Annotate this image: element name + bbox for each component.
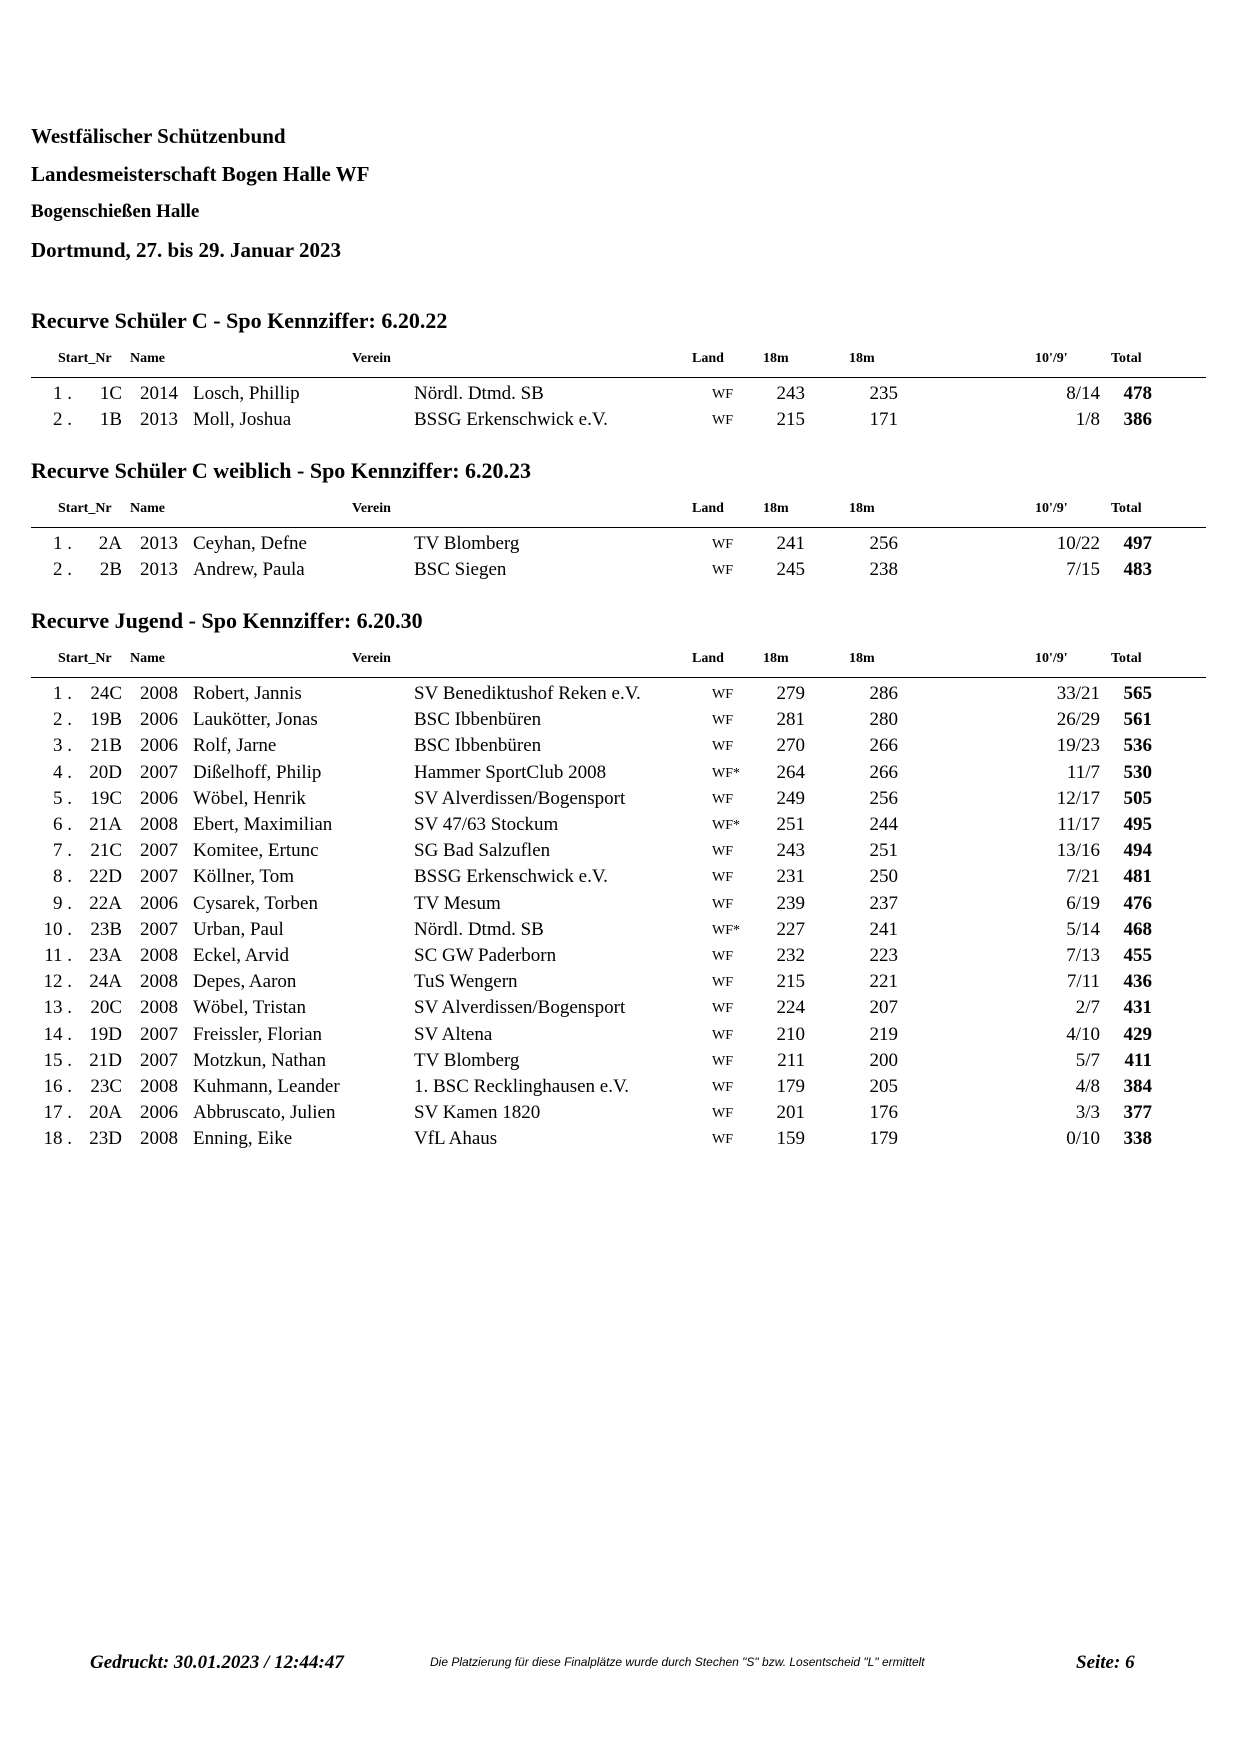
rank: 14 . (43, 1023, 72, 1045)
rank: 1 . (53, 383, 72, 404)
column-tens-nines: 10'/9' (1035, 501, 1068, 516)
round2-score: 171 (869, 409, 898, 431)
column-verein: Verein (352, 501, 391, 516)
total-score: 505 (1123, 787, 1152, 809)
club: 1. BSC Recklinghausen e.V. (414, 1076, 629, 1097)
round2-score: 223 (869, 945, 898, 966)
total-score: 377 (1123, 1102, 1152, 1124)
birth-year: 2007 (140, 918, 178, 940)
column-header-row (0, 501, 1240, 521)
state: WF (712, 713, 733, 729)
total-score: 436 (1123, 971, 1152, 993)
table-row (0, 997, 1240, 1023)
round1-score: 243 (776, 840, 805, 862)
rank: 18 . (43, 1128, 72, 1150)
round2-score: 250 (869, 866, 898, 888)
total-score: 384 (1123, 1076, 1152, 1097)
club: SC GW Paderborn (414, 945, 557, 966)
start-number: 23A (89, 945, 122, 966)
start-number: 20A (89, 1102, 122, 1124)
start-number: 20D (89, 761, 122, 783)
state: WF (712, 563, 733, 579)
state: WF (712, 1106, 733, 1122)
birth-year: 2008 (140, 1128, 178, 1150)
round1-score: 231 (776, 866, 805, 888)
athlete-name: Wöbel, Tristan (193, 997, 306, 1019)
birth-year: 2013 (140, 409, 178, 431)
athlete-name: Komitee, Ertunc (193, 840, 319, 862)
state: WF (712, 687, 733, 702)
column-name: Name (130, 351, 165, 366)
rank: 1 . (53, 533, 72, 554)
round1-score: 215 (776, 971, 805, 993)
round2-score: 280 (869, 709, 898, 731)
start-number: 21C (90, 840, 122, 862)
tens-nines: 5/14 (1066, 918, 1100, 940)
tens-nines: 5/7 (1075, 1049, 1100, 1071)
birth-year: 2006 (140, 787, 178, 809)
round2-score: 244 (869, 814, 898, 835)
rank: 9 . (53, 892, 72, 914)
tens-nines: 0/10 (1066, 1128, 1100, 1150)
club: Hammer SportClub 2008 (414, 761, 607, 783)
start-number: 24A (89, 971, 122, 993)
round2-score: 179 (869, 1128, 898, 1150)
total-score: 483 (1123, 559, 1152, 581)
header-rule (31, 677, 1206, 678)
athlete-name: Ceyhan, Defne (193, 533, 307, 554)
table-row (0, 814, 1240, 840)
start-number: 23D (89, 1128, 122, 1150)
athlete-name: Losch, Phillip (193, 383, 300, 404)
state: WF (712, 975, 733, 991)
round1-score: 179 (776, 1076, 805, 1097)
athlete-name: Dißelhoff, Philip (193, 761, 322, 783)
birth-year: 2008 (140, 683, 178, 704)
athlete-name: Andrew, Paula (193, 559, 305, 581)
section-title: Recurve Schüler C weiblich - Spo Kennziffer: 6.20.23 (31, 458, 532, 483)
start-number: 2B (99, 559, 122, 581)
start-number: 21D (89, 1049, 122, 1071)
round1-score: 211 (777, 1049, 805, 1071)
total-score: 497 (1123, 533, 1152, 554)
rank: 13 . (43, 997, 72, 1019)
total-score: 386 (1123, 409, 1152, 431)
table-row (0, 1128, 1240, 1154)
header-rule (31, 377, 1206, 378)
tens-nines: 7/13 (1066, 945, 1100, 966)
column-round2: 18m (849, 501, 875, 516)
birth-year: 2008 (140, 997, 178, 1019)
tens-nines: 19/23 (1056, 735, 1100, 757)
round1-score: 239 (776, 892, 805, 914)
round2-score: 221 (869, 971, 898, 993)
state: WF (712, 1027, 733, 1043)
state: WF* (712, 818, 740, 833)
athlete-name: Robert, Jannis (193, 683, 302, 704)
printed-timestamp: Gedruckt: 30.01.2023 / 12:44:47 (90, 1652, 344, 1673)
column-land: Land (692, 351, 724, 366)
start-number: 19C (90, 787, 122, 809)
state: WF* (712, 765, 740, 781)
state: WF (712, 1053, 733, 1069)
round2-score: 266 (869, 761, 898, 783)
state: WF (712, 387, 733, 402)
table-row (0, 919, 1240, 945)
placement-note: Die Platzierung für diese Finalplätze wurde durch Stechen "S" bzw. Losentscheid "L" ermittelt (430, 1655, 925, 1669)
column-verein: Verein (352, 351, 391, 366)
total-score: 561 (1123, 709, 1152, 731)
birth-year: 2008 (140, 945, 178, 966)
state: WF (712, 413, 733, 429)
rank: 7 . (53, 840, 72, 862)
tens-nines: 26/29 (1056, 709, 1100, 731)
section-title: Recurve Jugend - Spo Kennziffer: 6.20.30 (31, 608, 423, 633)
table-row (0, 1076, 1240, 1102)
table-row (0, 1102, 1240, 1128)
start-number: 20C (90, 997, 122, 1019)
athlete-name: Depes, Aaron (193, 971, 297, 993)
rank: 16 . (43, 1076, 72, 1097)
table-row (0, 866, 1240, 892)
club: Nördl. Dtmd. SB (414, 918, 544, 940)
birth-year: 2006 (140, 892, 178, 914)
round2-score: 241 (869, 918, 898, 940)
tens-nines: 7/21 (1066, 866, 1100, 888)
birth-year: 2007 (140, 761, 178, 783)
start-number: 19B (90, 709, 122, 731)
table-row (0, 683, 1240, 709)
table-row (0, 840, 1240, 866)
column-start-nr: Start_Nr (58, 501, 112, 516)
tens-nines: 1/8 (1075, 409, 1100, 431)
athlete-name: Abbruscato, Julien (193, 1102, 336, 1124)
table-row (0, 788, 1240, 814)
table-row (0, 709, 1240, 735)
state: WF* (712, 922, 740, 938)
athlete-name: Wöbel, Henrik (193, 787, 306, 809)
start-number: 23B (90, 918, 122, 940)
total-score: 338 (1123, 1128, 1152, 1150)
club: BSSG Erkenschwick e.V. (414, 409, 608, 431)
column-header-row (0, 351, 1240, 371)
table-row (0, 383, 1240, 409)
round1-score: 245 (776, 559, 805, 581)
athlete-name: Kuhmann, Leander (193, 1076, 340, 1097)
start-number: 22A (89, 892, 122, 914)
birth-year: 2006 (140, 735, 178, 757)
state: WF (712, 1132, 733, 1148)
club: TV Blomberg (414, 533, 520, 554)
column-verein: Verein (352, 651, 391, 666)
start-number: 22D (89, 866, 122, 888)
round1-score: 224 (776, 997, 805, 1019)
athlete-name: Cysarek, Torben (193, 892, 318, 914)
start-number: 1C (99, 383, 122, 404)
table-row (0, 1050, 1240, 1076)
round1-score: 201 (776, 1102, 805, 1124)
round1-score: 281 (776, 709, 805, 731)
round2-score: 266 (869, 735, 898, 757)
start-number: 23C (90, 1076, 122, 1097)
start-number: 2A (98, 533, 122, 554)
rank: 4 . (53, 761, 72, 783)
tens-nines: 33/21 (1056, 683, 1100, 704)
tens-nines: 7/11 (1066, 971, 1100, 993)
tens-nines: 12/17 (1056, 787, 1100, 809)
birth-year: 2013 (140, 533, 178, 554)
table-row (0, 735, 1240, 761)
state: WF (712, 844, 733, 860)
club: BSSG Erkenschwick e.V. (414, 866, 608, 888)
start-number: 21B (90, 735, 122, 757)
birth-year: 2007 (140, 866, 178, 888)
column-round1: 18m (763, 651, 789, 666)
tens-nines: 4/10 (1066, 1023, 1100, 1045)
rank: 1 . (53, 683, 72, 704)
round1-score: 159 (776, 1128, 805, 1150)
athlete-name: Urban, Paul (193, 918, 284, 940)
section-title: Recurve Schüler C - Spo Kennziffer: 6.20.22 (31, 308, 448, 333)
round2-score: 207 (869, 997, 898, 1019)
column-land: Land (692, 651, 724, 666)
athlete-name: Ebert, Maximilian (193, 814, 333, 835)
state: WF (712, 896, 733, 912)
tens-nines: 8/14 (1066, 383, 1100, 404)
rank: 2 . (53, 709, 72, 731)
table-row (0, 559, 1240, 585)
state: WF (712, 739, 733, 755)
round1-score: 249 (776, 787, 805, 809)
club: BSC Siegen (414, 559, 507, 581)
total-score: 411 (1124, 1049, 1152, 1071)
location-date: Dortmund, 27. bis 29. Januar 2023 (31, 238, 341, 262)
rank: 11 . (44, 945, 72, 966)
round1-score: 243 (776, 383, 805, 404)
column-tens-nines: 10'/9' (1035, 351, 1068, 366)
page-number: Seite: 6 (1076, 1652, 1135, 1673)
birth-year: 2008 (140, 1076, 178, 1097)
birth-year: 2007 (140, 840, 178, 862)
total-score: 431 (1123, 997, 1152, 1019)
total-score: 494 (1123, 840, 1152, 862)
column-round2: 18m (849, 351, 875, 366)
tens-nines: 3/3 (1075, 1102, 1100, 1124)
club: SG Bad Salzuflen (414, 840, 551, 862)
club: BSC Ibbenbüren (414, 709, 542, 731)
club: SV Kamen 1820 (414, 1102, 541, 1124)
round1-score: 251 (776, 814, 805, 835)
tens-nines: 11/7 (1066, 761, 1100, 783)
club: TuS Wengern (414, 971, 518, 993)
club: TV Blomberg (414, 1049, 520, 1071)
column-land: Land (692, 501, 724, 516)
start-number: 24C (90, 683, 122, 704)
rank: 15 . (43, 1049, 72, 1071)
table-row (0, 409, 1240, 435)
total-score: 536 (1123, 735, 1152, 757)
birth-year: 2013 (140, 559, 178, 581)
tens-nines: 13/16 (1056, 840, 1100, 862)
athlete-name: Eckel, Arvid (193, 945, 290, 966)
rank: 6 . (53, 814, 72, 835)
round2-score: 237 (869, 892, 898, 914)
round1-score: 264 (776, 761, 805, 783)
column-name: Name (130, 501, 165, 516)
state: WF (712, 870, 733, 886)
total-score: 530 (1123, 761, 1152, 783)
championship-title: Landesmeisterschaft Bogen Halle WF (31, 162, 370, 186)
rank: 10 . (43, 918, 72, 940)
column-name: Name (130, 651, 165, 666)
discipline-title: Bogenschießen Halle (31, 201, 200, 222)
club: SV Alverdissen/Bogensport (414, 997, 626, 1019)
club: SV 47/63 Stockum (414, 814, 559, 835)
round1-score: 210 (776, 1023, 805, 1045)
round1-score: 279 (776, 683, 805, 704)
column-total: Total (1111, 651, 1142, 666)
total-score: 476 (1123, 892, 1152, 914)
column-round1: 18m (763, 501, 789, 516)
total-score: 495 (1123, 814, 1152, 835)
total-score: 455 (1123, 945, 1152, 966)
round2-score: 235 (869, 383, 898, 404)
start-number: 19D (89, 1023, 122, 1045)
total-score: 478 (1123, 383, 1152, 404)
round2-score: 200 (869, 1049, 898, 1071)
column-round2: 18m (849, 651, 875, 666)
column-header-row (0, 651, 1240, 671)
round2-score: 219 (869, 1023, 898, 1045)
tens-nines: 10/22 (1056, 533, 1100, 554)
state: WF (712, 949, 733, 964)
column-total: Total (1111, 501, 1142, 516)
athlete-name: Freissler, Florian (193, 1023, 323, 1045)
table-row (0, 762, 1240, 788)
tens-nines: 2/7 (1075, 997, 1100, 1019)
athlete-name: Rolf, Jarne (193, 735, 277, 757)
club: SV Alverdissen/Bogensport (414, 787, 626, 809)
round2-score: 286 (869, 683, 898, 704)
header-rule (31, 527, 1206, 528)
round1-score: 227 (776, 918, 805, 940)
club: SV Benediktushof Reken e.V. (414, 683, 641, 704)
round2-score: 176 (869, 1102, 898, 1124)
round1-score: 232 (776, 945, 805, 966)
total-score: 429 (1123, 1023, 1152, 1045)
round1-score: 241 (776, 533, 805, 554)
athlete-name: Motzkun, Nathan (193, 1049, 326, 1071)
start-number: 1B (99, 409, 122, 431)
round2-score: 205 (869, 1076, 898, 1097)
athlete-name: Enning, Eike (193, 1128, 293, 1150)
state: WF (712, 791, 733, 807)
club: TV Mesum (414, 892, 501, 914)
birth-year: 2006 (140, 709, 178, 731)
table-row (0, 893, 1240, 919)
state: WF (712, 537, 733, 552)
state: WF (712, 1080, 733, 1095)
rank: 2 . (53, 559, 72, 581)
tens-nines: 4/8 (1075, 1076, 1100, 1097)
tens-nines: 6/19 (1066, 892, 1100, 914)
tens-nines: 11/17 (1057, 814, 1100, 835)
column-start-nr: Start_Nr (58, 351, 112, 366)
table-row (0, 1024, 1240, 1050)
birth-year: 2007 (140, 1023, 178, 1045)
round2-score: 256 (869, 533, 898, 554)
rank: 8 . (53, 866, 72, 888)
column-tens-nines: 10'/9' (1035, 651, 1068, 666)
rank: 12 . (43, 971, 72, 993)
round2-score: 256 (869, 787, 898, 809)
birth-year: 2008 (140, 814, 178, 835)
club: BSC Ibbenbüren (414, 735, 542, 757)
table-row (0, 945, 1240, 971)
birth-year: 2014 (140, 383, 178, 404)
club: SV Altena (414, 1023, 493, 1045)
club: Nördl. Dtmd. SB (414, 383, 544, 404)
birth-year: 2006 (140, 1102, 178, 1124)
total-score: 481 (1123, 866, 1152, 888)
state: WF (712, 1001, 733, 1017)
column-total: Total (1111, 351, 1142, 366)
athlete-name: Moll, Joshua (193, 409, 292, 431)
round2-score: 238 (869, 559, 898, 581)
total-score: 468 (1123, 918, 1152, 940)
tens-nines: 7/15 (1066, 559, 1100, 581)
round1-score: 270 (776, 735, 805, 757)
birth-year: 2008 (140, 971, 178, 993)
round1-score: 215 (776, 409, 805, 431)
athlete-name: Köllner, Tom (193, 866, 294, 888)
round2-score: 251 (869, 840, 898, 862)
table-row (0, 533, 1240, 559)
rank: 3 . (53, 735, 72, 757)
start-number: 21A (89, 814, 122, 835)
organization-title: Westfälischer Schützenbund (31, 124, 286, 148)
column-start-nr: Start_Nr (58, 651, 112, 666)
column-round1: 18m (763, 351, 789, 366)
table-row (0, 971, 1240, 997)
athlete-name: Laukötter, Jonas (193, 709, 318, 731)
birth-year: 2007 (140, 1049, 178, 1071)
rank: 2 . (53, 409, 72, 431)
rank: 5 . (53, 787, 72, 809)
rank: 17 . (43, 1102, 72, 1124)
club: VfL Ahaus (414, 1128, 498, 1150)
total-score: 565 (1123, 683, 1152, 704)
